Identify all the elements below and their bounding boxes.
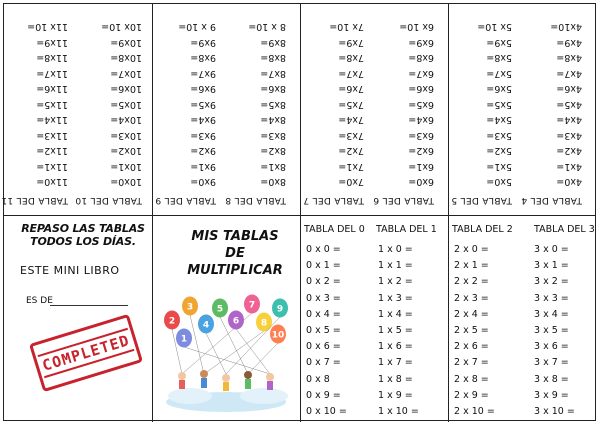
equation-row: 1 x 9 =: [378, 389, 413, 401]
equation-row: 1 x 5 =: [378, 325, 413, 337]
equation-row: 7x0=: [338, 176, 364, 188]
balloon-number: 1: [180, 334, 188, 345]
tabla-title: TABLA DEL 0: [304, 224, 365, 235]
cloud-shape: [240, 388, 288, 404]
equation-row: 3 x 1 =: [534, 260, 569, 272]
equation-row: 0 x 10 =: [306, 406, 347, 418]
equation-row: 4x10=: [550, 21, 582, 33]
headline-line: REPASO LAS TABLAS: [21, 222, 145, 235]
page-tablas-8-9: [152, 4, 300, 215]
equation-row: 3 x 4 =: [534, 308, 569, 320]
page-tablas-10-11: [1, 4, 152, 215]
equation-row: 10x6=: [110, 83, 142, 95]
equation-row: 10x2=: [110, 145, 142, 157]
equation-row: 11x4=: [36, 114, 68, 126]
equation-row: 2 x 8 =: [454, 373, 489, 385]
equation-row: 5x8=: [486, 52, 512, 64]
equation-row: 9x1=: [190, 161, 216, 172]
equation-row: 11x9=: [36, 37, 68, 48]
tabla-3-column: [534, 242, 575, 420]
equation-row: 10x0=: [110, 176, 142, 188]
equation-row: 3 x 0 =: [534, 244, 569, 255]
equation-row: 11x8=: [36, 52, 68, 64]
equation-row: 5x6=: [486, 83, 512, 95]
equation-row: 7x5=: [338, 99, 364, 110]
equation-row: 1 x 8 =: [378, 373, 413, 385]
equation-row: 4x6=: [556, 83, 582, 95]
equation-row: 9x4=: [190, 114, 216, 126]
balloon-number: 3: [186, 302, 194, 313]
book-title-line: MIS TABLAS: [191, 229, 279, 244]
tabla-11-column: [1, 19, 68, 207]
equation-row: 6x3=: [408, 130, 434, 141]
equation-row: 5x1=: [486, 161, 512, 172]
balloon-number: 4: [202, 320, 210, 331]
completed-stamp: [29, 314, 143, 392]
equation-row: 4x4=: [556, 114, 582, 126]
tabla-8-column: [225, 19, 286, 207]
equation-row: 5x3=: [486, 130, 512, 141]
balloon-number: 10: [271, 330, 285, 341]
equation-row: 10x3=: [110, 130, 142, 141]
equation-row: 5x2=: [486, 145, 512, 157]
equation-row: 8x6=: [260, 83, 286, 95]
equation-row: 7x4=: [338, 114, 364, 126]
equation-row: 9 x 10=: [178, 21, 216, 33]
equation-row: 4x2=: [556, 145, 582, 157]
equation-row: 8 x 10=: [248, 21, 286, 33]
balloons-kids-illustration: [160, 290, 292, 414]
tabla-title: TABLA DEL 1: [376, 224, 437, 235]
equation-row: 7x9=: [338, 37, 364, 48]
tabla-title: TABLA DEL 4: [521, 195, 582, 205]
tabla-title: TABLA DEL 5: [451, 195, 512, 205]
equation-row: 9x9=: [190, 37, 216, 48]
equation-row: 0 x 0 =: [306, 244, 341, 255]
equation-row: 8x5=: [260, 99, 286, 110]
equation-row: 8x3=: [260, 130, 286, 141]
equation-row: 11x 10=: [27, 21, 68, 33]
equation-row: 7x7=: [338, 68, 364, 79]
equation-row: 0 x 7 =: [306, 357, 341, 369]
equation-row: 6x1=: [408, 161, 434, 172]
tabla-title: TABLA DEL 9: [155, 195, 216, 205]
equation-row: 6x9=: [408, 37, 434, 48]
tabla-title: TABLA DEL 2: [452, 224, 513, 235]
equation-row: 2 x 7 =: [454, 357, 489, 369]
mini-book-sheet: [3, 3, 596, 421]
equation-row: 9x5=: [190, 99, 216, 110]
equation-row: 9x0=: [190, 176, 216, 188]
equation-row: 4x8=: [556, 52, 582, 64]
equation-row: 7x1=: [338, 161, 364, 172]
headline-line: TODOS LOS DÍAS.: [30, 235, 136, 248]
equation-row: 1 x 7 =: [378, 357, 413, 369]
equation-row: 6x0=: [408, 176, 434, 188]
equation-row: 6x5=: [408, 99, 434, 110]
equation-row: 3 x 3 =: [534, 292, 569, 304]
equation-row: 10x4=: [110, 114, 142, 126]
tabla-title: TABLA DEL 6: [373, 195, 434, 205]
tabla-0-column: [306, 242, 347, 420]
equation-row: 2 x 6 =: [454, 341, 489, 353]
page-tablas-4-5: [448, 4, 596, 215]
equation-row: 4x3=: [556, 130, 582, 141]
equation-row: 8x8=: [260, 52, 286, 64]
equation-row: 7x2=: [338, 145, 364, 157]
equation-row: 0 x 8: [306, 373, 330, 385]
equation-row: 11x5=: [36, 99, 68, 110]
equation-row: 11x6=: [36, 83, 68, 95]
stamp-text: COMPLETED: [37, 328, 134, 379]
equation-row: 3 x 10 =: [534, 406, 575, 418]
equation-row: 6x4=: [408, 114, 434, 126]
equation-row: 7x3=: [338, 130, 364, 141]
equation-row: 0 x 1 =: [306, 260, 341, 272]
equation-row: 0 x 5 =: [306, 325, 341, 337]
equation-row: 0 x 9 =: [306, 389, 341, 401]
equation-row: 9x2=: [190, 145, 216, 157]
name-blank-line: [50, 305, 128, 306]
equation-row: 3 x 5 =: [534, 325, 569, 337]
equation-row: 6x6=: [408, 83, 434, 95]
equation-row: 1 x 4 =: [378, 308, 413, 320]
tabla-title: TABLA DEL 10: [75, 195, 142, 205]
equation-row: 0 x 6 =: [306, 341, 341, 353]
book-title-line: DE MULTIPLICAR: [187, 246, 283, 278]
equation-row: 5x 10=: [477, 21, 512, 33]
es-de-label: ES DE: [26, 296, 53, 306]
equation-row: 1 x 1 =: [378, 260, 413, 272]
balloon-number: 5: [216, 304, 224, 315]
equation-row: 10x7=: [110, 68, 142, 79]
equation-row: 3 x 6 =: [534, 341, 569, 353]
equation-row: 1 x 2 =: [378, 276, 413, 288]
equation-row: 2 x 1 =: [454, 260, 489, 272]
equation-row: 1 x 3 =: [378, 292, 413, 304]
equation-row: 0 x 4 =: [306, 308, 341, 320]
equation-row: 6x 10=: [399, 21, 434, 33]
equation-row: 2 x 10 =: [454, 406, 495, 418]
tabla-title: TABLA DEL 7: [303, 195, 364, 205]
equation-row: 11x1=: [36, 161, 68, 172]
equation-row: 5x5=: [486, 99, 512, 110]
balloon-number: 2: [168, 316, 176, 327]
equation-row: 10x5=: [110, 99, 142, 110]
balloon-number: 6: [232, 316, 240, 327]
equation-row: 6x2=: [408, 145, 434, 157]
equation-row: 7x6=: [338, 83, 364, 95]
mini-libro-text: ESTE MINI LIBRO: [20, 264, 120, 277]
equation-row: 9x7=: [190, 68, 216, 79]
tabla-2-column: [454, 242, 495, 420]
equation-row: 8x7=: [260, 68, 286, 79]
equation-row: 4x1=: [556, 161, 582, 172]
equation-row: 5x4=: [486, 114, 512, 126]
equation-row: 10x 10=: [101, 21, 142, 33]
equation-row: 4x7=: [556, 68, 582, 79]
tabla-4-column: [521, 19, 582, 207]
equation-row: 8x0=: [260, 176, 286, 188]
balloon-number: 7: [248, 300, 256, 311]
tabla-title: TABLA DEL 11: [1, 195, 68, 205]
equation-row: 3 x 2 =: [534, 276, 569, 288]
tabla-title: TABLA DEL 8: [225, 195, 286, 205]
equation-row: 11x2=: [36, 145, 68, 157]
equation-row: 10x1=: [110, 161, 142, 172]
balloon-number: 9: [276, 304, 284, 315]
tabla-7-column: [303, 19, 364, 207]
equation-row: 3 x 8 =: [534, 373, 569, 385]
page-tablas-6-7: [300, 4, 448, 215]
kids-group: [178, 370, 274, 391]
back-cover: [4, 216, 152, 422]
cloud-shape: [168, 388, 212, 404]
equation-row: 5x9=: [486, 37, 512, 48]
equation-row: 4x0=: [556, 176, 582, 188]
equation-row: 3 x 7 =: [534, 357, 569, 369]
tabla-10-column: [75, 19, 142, 207]
tabla-title: TABLA DEL 3: [534, 224, 595, 235]
equation-row: 3 x 9 =: [534, 389, 569, 401]
book-title: [180, 228, 290, 279]
equation-row: 9x6=: [190, 83, 216, 95]
equation-row: 11x3=: [36, 130, 68, 141]
equation-row: 8x1=: [260, 161, 286, 172]
equation-row: 2 x 3 =: [454, 292, 489, 304]
equation-row: 0 x 2 =: [306, 276, 341, 288]
equation-row: 2 x 2 =: [454, 276, 489, 288]
page-tablas-0-1: [300, 216, 448, 422]
equation-row: 8x4=: [260, 114, 286, 126]
equation-row: 1 x 6 =: [378, 341, 413, 353]
equation-row: 1 x 10 =: [378, 406, 419, 418]
balloon-number: 8: [260, 318, 268, 329]
equation-row: 11x0=: [36, 176, 68, 188]
equation-row: 6x8=: [408, 52, 434, 64]
equation-row: 2 x 5 =: [454, 325, 489, 337]
equation-row: 5x0=: [486, 176, 512, 188]
equation-row: 2 x 0 =: [454, 244, 489, 255]
equation-row: 2 x 4 =: [454, 308, 489, 320]
equation-row: 4x9=: [556, 37, 582, 48]
equation-row: 5x7=: [486, 68, 512, 79]
equation-row: 9x8=: [190, 52, 216, 64]
equation-row: 8x9=: [260, 37, 286, 48]
tabla-5-column: [451, 19, 512, 207]
front-cover: [152, 216, 300, 422]
equation-row: 11x7=: [36, 68, 68, 79]
equation-row: 9x3=: [190, 130, 216, 141]
headline: [18, 222, 148, 248]
tabla-9-column: [155, 19, 216, 207]
equation-row: 4x5=: [556, 99, 582, 110]
equation-row: 2 x 9 =: [454, 389, 489, 401]
equation-row: 8x2=: [260, 145, 286, 157]
equation-row: 1 x 0 =: [378, 244, 413, 255]
page-tablas-2-3: [448, 216, 597, 422]
equation-row: 10x9=: [110, 37, 142, 48]
equation-row: 0 x 3 =: [306, 292, 341, 304]
equation-row: 7x 10=: [329, 21, 364, 33]
equation-row: 7x8=: [338, 52, 364, 64]
equation-row: 6x7=: [408, 68, 434, 79]
tabla-6-column: [373, 19, 434, 207]
equation-row: 10x8=: [110, 52, 142, 64]
tabla-1-column: [378, 242, 419, 420]
